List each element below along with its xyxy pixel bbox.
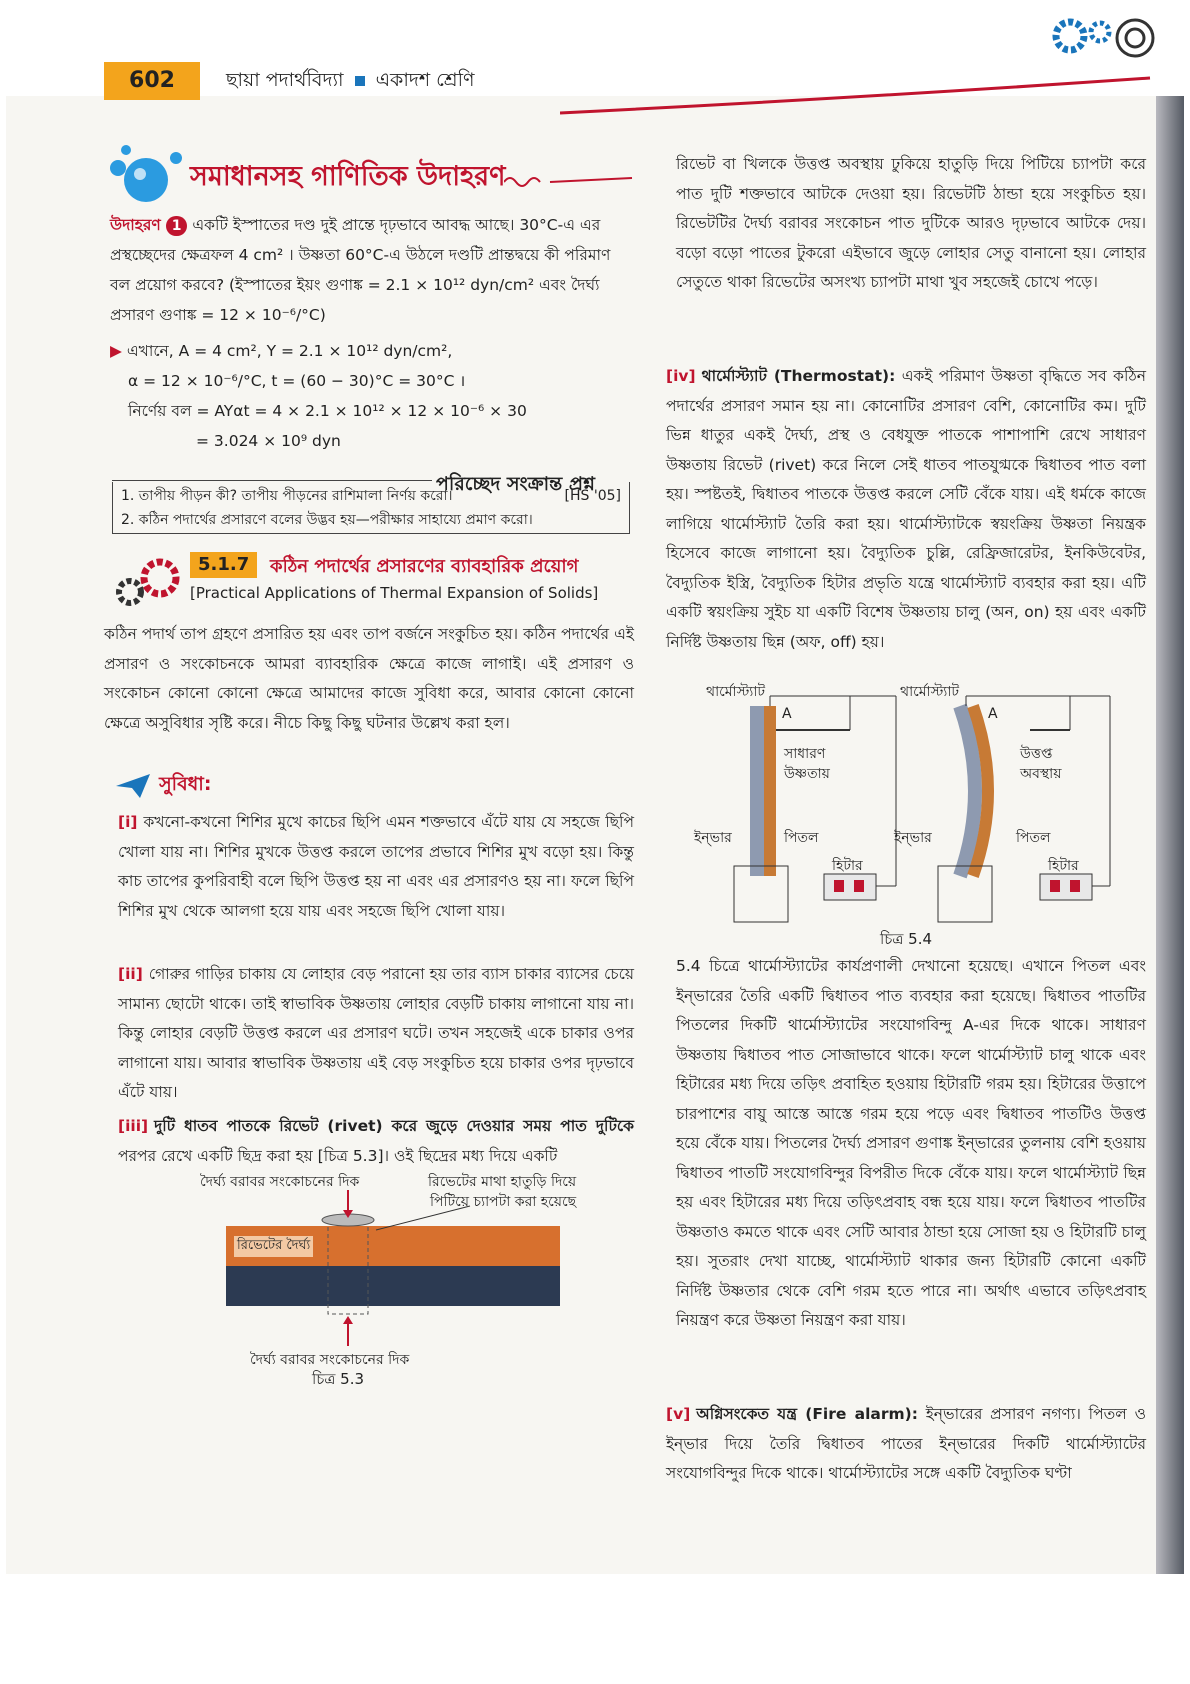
section-intro: কঠিন পদার্থ তাপ গ্রহণে প্রসারিত হয় এবং তাপ বর্জনে সংকুচিত হয়। কঠিন পদার্থের এই প্রসারণ ও সংকোচনকে আমরা ব্যাবহারিক ক্ষেত্রে কাজে লাগাই। এই প্রসারণ ও সংকোচন কোনো কোনো ক্ষেত্রে আমাদের কাজে সুবিধা করে, আবার কোনো কোনো ক্ষেত্রে অসুবিধার সৃষ্টি করে। নীচে কিছু কিছু ঘটনার উল্লেখ করা হল।: [104, 625, 634, 732]
book-title: ছায়া পদার্থবিদ্যা: [226, 69, 344, 91]
question-tag: [HS '05]: [564, 488, 621, 504]
item-iv: [iv] থার্মোস্ট্যাট (Thermostat): একই পরিমাণ উষ্ণতা বৃদ্ধিতে সব কঠিন পদার্থের প্রসারণ সমান হয় না। কোনোটির প্রসারণ বেশি, কোনোটির কম। দুটি ভিন্ন ধাতুর একই দৈর্ঘ্য, প্রস্থ ও বেধযুক্ত পাতকে পাশাপাশি রেখে সাধারণ উষ্ণতায় রিভেট (rivet) করে নিলে সেই ধাতব পাতযুগ্মকে দ্বিধাতব পাত বলা হয়। স্পষ্টতই, দ্বিধাতব পাতকে উত্তপ্ত করলে সেটি বেঁকে যায়। এই ধর্মকে কাজে লাগিয়ে থার্মোস্ট্যাট তৈরি করা হয়। থার্মোস্ট্যাটকে স্বয়ংক্রিয় উষ্ণতা নিয়ন্ত্রক হিসেবে কাজে লাগানো হয়। বৈদ্যুতিক চুল্লি, রেফ্রিজারেটর, ইনকিউবেটর, বৈদ্যুতিক ইস্ত্রি, বৈদ্যুতিক হিটার প্রভৃতি যন্ত্রে থার্মোস্ট্যাট ব্যবহার করা হয়। এটি একটি স্বয়ংক্রিয় সুইচ যা একটি বিশেষ উষ্ণতায় চালু (অন, on) হয় এবং একটি নির্দিষ্ট উষ্ণতায় ছিন্ন (অফ, off) হয়।: [666, 367, 1146, 651]
example-1: [110, 210, 630, 456]
solved-examples-heading: [104, 140, 634, 210]
figure-5-3: [180, 1170, 620, 1390]
class-label: একাদশ শ্রেণি: [375, 69, 475, 91]
fig54-point-a-right: A: [988, 706, 998, 722]
page-number: 602: [104, 62, 200, 100]
fig53-label-top-right2: পিটিয়ে চ্যাপটা করা হয়েছে: [430, 1194, 577, 1210]
fig54-brass-left: পিতল: [784, 830, 819, 846]
fig54-brass-right: পিতল: [1016, 830, 1051, 846]
example-problem: [110, 210, 630, 330]
question-1: 1. তাপীয় পীড়ন কী? তাপীয় পীড়নের রাশিমালা নির্ণয় করো। [HS '05]: [121, 484, 621, 508]
fig53-label-top-right1: রিভেটের মাথা হাতুড়ি দিয়ে: [428, 1174, 577, 1190]
fig54-right-state2: অবস্থায়: [1020, 766, 1062, 782]
chapter-questions-title: পরিচ্ছেদ সংক্রান্ত প্রশ্ন: [432, 470, 599, 502]
gear-icon: [1040, 6, 1160, 66]
item-ii: [ii] গোরুর গাড়ির চাকায় যে লোহার বেড় পরানো হয় তার ব্যাস চাকার ব্যাসের চেয়ে সামান্য ছোটো থাকে। তাই স্বাভাবিক উষ্ণতায় লোহার বেড়টি চাকায় লাগানো যায় না। কিন্তু লোহার বেড়টি উত্তপ্ত করলে এর প্রসারণ ঘটে। তখন সহজেই একে চাকার ওপর লাগানো যায়। আবার স্বাভাবিক উষ্ণতায় এই বেড় সংকুচিত হয়ে চাকার ওপর দৃঢ়ভাবে এঁটে যায়।: [118, 965, 634, 1101]
fig54-invar-left: ইন্ভার: [694, 830, 732, 846]
section-title-en: [Practical Applications of Thermal Expansion of Solids]: [190, 584, 599, 602]
item-i: [i] কখনো-কখনো শিশির মুখে কাচের ছিপি এমন শক্তভাবে এঁটে যায় যে সহজে ছিপি খোলা যায় না। শিশির মুখকে উত্তপ্ত করলে তাপের প্রভাবে শিশির মুখ বড়ো হয়। কিন্তু কাচ তাপের কুপরিবাহী বলে ছিপি উত্তপ্ত হয় না এবং এর প্রসারণও হয় না। ফলে ছিপি শিশির মুখ থেকে আলগা হয়ে যায় এবং সহজে ছিপি খোলা যায়।: [118, 813, 634, 920]
solution-result: = 3.024 × 10⁹ dyn: [196, 432, 341, 450]
fig53-caption: চিত্র 5.3: [312, 1370, 365, 1388]
fig54-left-state1: সাধারণ: [784, 746, 826, 762]
fig53-rivet-label: রিভেটের দৈর্ঘ্য: [234, 1236, 313, 1257]
fig54-heater-right: হিটার: [1048, 858, 1079, 874]
header-curve: [560, 58, 1180, 118]
question-box-rule: [112, 480, 432, 481]
solution-line: নির্ণেয় বল = AYαt = 4 × 2.1 × 10¹² × 12 × 10⁻⁶ × 30: [128, 402, 527, 420]
subsection-header: [110, 552, 635, 612]
fig54-point-a-left: A: [782, 706, 792, 722]
example-number-badge: 1: [166, 216, 188, 236]
book-spine: [1156, 96, 1184, 1574]
fig54-left-state2: উষ্ণতায়: [784, 766, 830, 782]
section-number: 5.1.7: [190, 552, 257, 578]
fig54-heater-left: হিটার: [832, 858, 863, 874]
item-v: [v] অগ্নিসংকেত যন্ত্র (Fire alarm): ইন্ভারের প্রসারণ নগণ্য। পিতল ও ইন্ভার দিয়ে তৈরি দ্বিধাতব পাতের ইন্ভারের দিকটি থার্মোস্ট্যাটের সংযোগবিন্দুর দিকে থাকে। থার্মোস্ট্যাটের সঙ্গে একটি বৈদ্যুতিক ঘণ্টা: [666, 1405, 1146, 1482]
paper-plane-icon: [114, 772, 154, 800]
gear-icon: [110, 556, 186, 612]
fig53-label-bottom: দৈর্ঘ্য বরাবর সংকোচনের দিক: [250, 1352, 410, 1368]
example-problem-text: একটি ইস্পাতের দণ্ড দুই প্রান্তে দৃঢ়ভাবে আবদ্ধ আছে। 30°C-এ এর প্রস্থচ্ছেদের ক্ষেত্রফল 4 cm² । উষ্ণতা 60°C-এ উঠলে দণ্ডটি প্রান্তদ্বয়ে কী পরিমাণ বল প্রয়োগ করবে? (ইস্পাতের ইয়ং গুণাঙ্ক = 2.1 × 10¹² dyn/cm² এবং দৈর্ঘ্য প্রসারণ গুণাঙ্ক = 12 × 10⁻⁶/°C): [110, 216, 611, 324]
thermostat-diagram: [700, 686, 1140, 926]
solution-line: ▶ এখানে, A = 4 cm², Y = 2.1 × 10¹² dyn/cm²,: [110, 342, 453, 360]
fig54-right-state1: উত্তপ্ত: [1020, 746, 1053, 762]
fig54-left-title: থার্মোস্ট্যাট: [706, 684, 766, 700]
figure-5-4: [694, 684, 1140, 948]
advantages-heading: সুবিধা:: [114, 770, 211, 800]
fig53-label-top-left: দৈর্ঘ্য বরাবর সংকোচনের দিক: [200, 1174, 360, 1190]
question-2: 2. কঠিন পদার্থের প্রসারণে বলের উদ্ভব হয়—পরীক্ষার সাহায্যে প্রমাণ করো।: [121, 512, 533, 528]
item-iii: [iii] দুটি ধাতব পাতকে রিভেট (rivet) করে জুড়ে দেওয়ার সময় পাত দুটিকে পরপর রেখে একটি ছিদ্র করা হয় [চিত্র 5.3]। ওই ছিদ্রের মধ্য দিয়ে একটি: [118, 1117, 634, 1165]
squiggle-decoration: [504, 170, 634, 190]
fig54-caption: চিত্র 5.4: [880, 930, 933, 948]
rivet-paragraph: রিভেট বা খিলকে উত্তপ্ত অবস্থায় ঢুকিয়ে হাতুড়ি দিয়ে পিটিয়ে চ্যাপটা করে পাত দুটি শক্তভাবে আটকে দেওয়া হয়। রিভেটটি ঠান্ডা হয়ে সংকুচিত হয়। রিভেটটির দৈর্ঘ্য বরাবর সংকোচন পাত দুটিকে আরও দৃঢ়ভাবে আটকে দেয়। বড়ো বড়ো পাতের টুকরো এইভাবে জুড়ে লোহার সেতু বানানো হয়। লোহার সেতুতে থাকা রিভেটের অসংখ্য চ্যাপটা মাথা খুব সহজেই চোখে পড়ে।: [676, 155, 1146, 291]
thermostat-working-paragraph: 5.4 চিত্রে থার্মোস্ট্যাটের কার্যপ্রণালী দেখানো হয়েছে। এখানে পিতল এবং ইন্ভারের তৈরি একটি দ্বিধাতব পাত ব্যবহার করা হয়েছে। দ্বিধাতব পাতটির পিতলের দিকটি থার্মোস্ট্যাটের সংযোগবিন্দু A-এর দিকে থাকে। সাধারণ উষ্ণতায় দ্বিধাতব পাত সোজাভাবে থাকে। ফলে থার্মোস্ট্যাট চালু থাকে এবং হিটারের মধ্য দিয়ে তড়িৎ প্রবাহিত হওয়ায় হিটারটি গরম হয়। হিটারের উত্তাপে চারপাশের বায়ু আস্তে আস্তে গরম হয়ে পড়ে এবং দ্বিধাতব পাতটিও উত্তপ্ত হয়ে বেঁকে যায়। পিতলের দৈর্ঘ্য প্রসারণ গুণাঙ্ক ইন্ভারের তুলনায় বেশি হওয়ায় দ্বিধাতব পাতটি সংযোগবিন্দুর বিপরীত দিকে বেঁকে যায়। ফলে থার্মোস্ট্যাট ছিন্ন হয় এবং হিটারের মধ্য দিয়ে তড়িৎপ্রবাহ বন্ধ হয়ে যায়। ফলে দ্বিধাতব পাতটির উষ্ণতাও কমতে থাকে এবং সেটি আবার ঠান্ডা হয়ে সোজা হয় ও হিটারটি চালু হয়। সুতরাং দেখা যাচ্ছে, থার্মোস্ট্যাট থাকার জন্য হিটারটি কোনো একটি নির্দিষ্ট উষ্ণতার থেকে বেশি গরম হতে পারে না। অর্থাৎ এভাবে তড়িৎপ্রবাহ নিয়ন্ত্রণ করে উষ্ণতা নিয়ন্ত্রণ করা যায়।: [676, 957, 1146, 1329]
running-title: [226, 66, 475, 98]
example-label: উদাহরণ: [110, 216, 161, 234]
page-header: [104, 62, 634, 102]
fig54-right-title: থার্মোস্ট্যাট: [900, 684, 960, 700]
chapter-questions-box: [112, 482, 630, 534]
square-bullet-icon: [355, 76, 365, 86]
solution-line: α = 12 × 10⁻⁶/°C, t = (60 − 30)°C = 30°C ।: [128, 372, 466, 390]
bubbles-icon: [104, 140, 194, 210]
fig54-invar-right: ইন্ভার: [894, 830, 932, 846]
section-title-bn: কঠিন পদার্থের প্রসারণের ব্যাবহারিক প্রয়োগ: [270, 556, 579, 577]
solved-examples-title: সমাধানসহ গাণিতিক উদাহরণ: [190, 161, 506, 192]
